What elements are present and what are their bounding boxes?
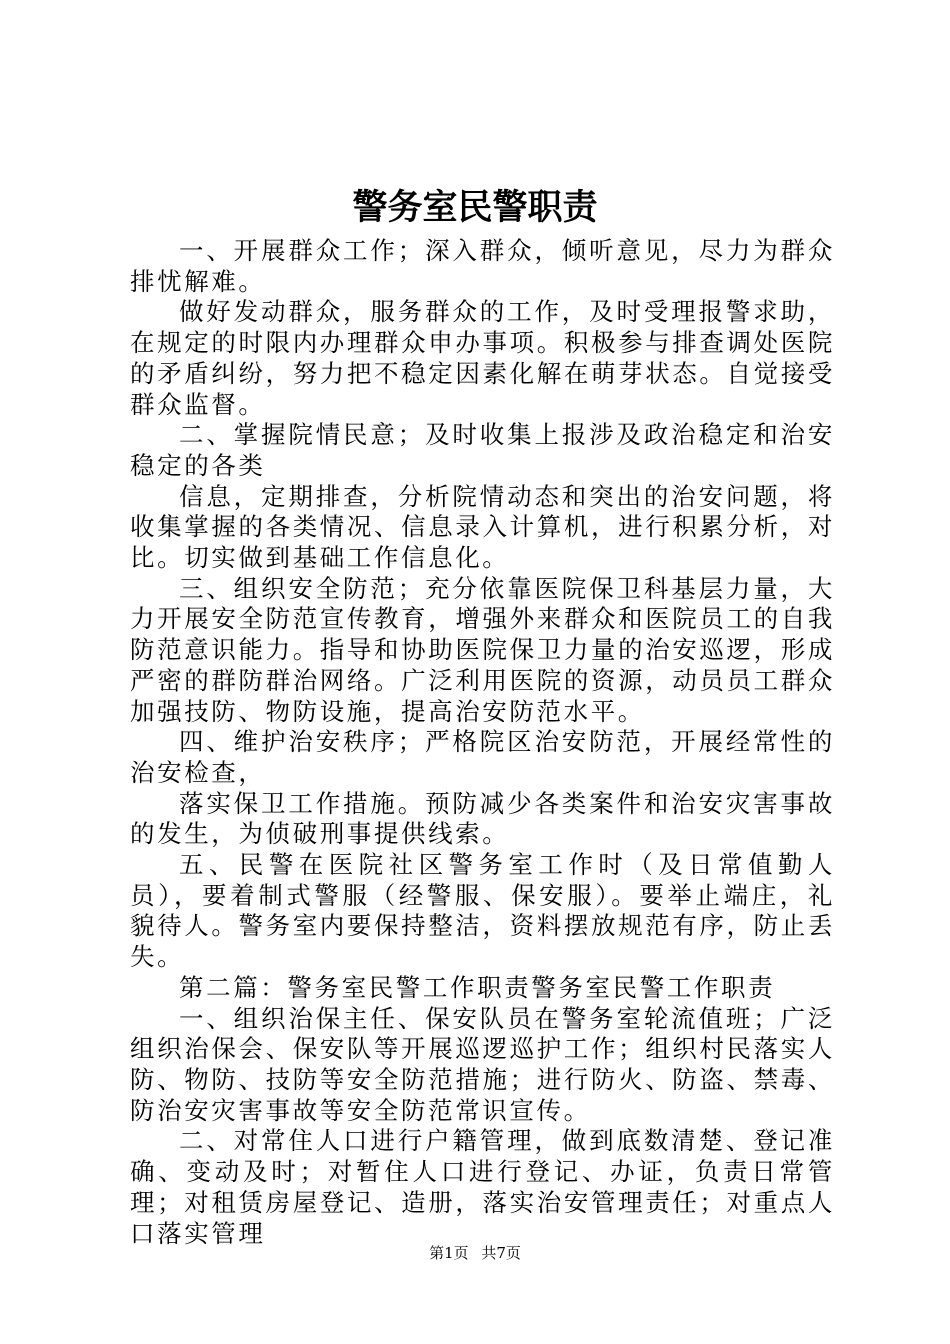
section-heading: 第二篇：警务室民警工作职责警务室民警工作职责 — [179, 972, 776, 1002]
paragraph: 一、组织治保主任、保安队员在警务室轮流值班；广泛组织治保会、保安队等开展巡逻巡护工作；组织村民落实人防、物防、技防等安全防范措施；进行防火、防盗、禁毒、防治安灾害事故等安全防范常识宣传。 — [130, 1003, 835, 1125]
paragraph: 一、开展群众工作；深入群众，倾听意见，尽力为群众排忧解难。 — [130, 236, 835, 296]
paragraph: 落实保卫工作措施。预防减少各类案件和治安灾害事故的发生，为侦破刑事提供线索。 — [130, 788, 835, 849]
document-body — [130, 236, 835, 1249]
paragraph: 做好发动群众，服务群众的工作，及时受理报警求助，在规定的时限内办理群众申办事项。积极参与排查调处医院的矛盾纠纷，努力把不稳定因素化解在萌芽状态。自觉接受群众监督。 — [130, 297, 835, 419]
paragraph: 五、民警在医院社区警务室工作时（及日常值勤人员），要着制式警服（经警服、保安服）。要举止端庄，礼貌待人。警务室内要保持整洁，资料摆放规范有序，防止丢失。 — [130, 850, 835, 972]
page-total: 共7页 — [481, 1244, 521, 1262]
paragraph: 三、组织安全防范；充分依靠医院保卫科基层力量，大力开展安全防范宣传教育，增强外来群众和医院员工的自我防范意识能力。指导和协助医院保卫力量的治安巡逻，形成严密的群防群治网络。广泛利用医院的资源，动员员工群众加强技防、物防设施，提高治安防范水平。 — [130, 573, 835, 726]
page-footer — [0, 1243, 950, 1263]
paragraph: 二、掌握院情民意；及时收集上报涉及政治稳定和治安稳定的各类 — [130, 420, 835, 480]
page-title: 警务室民警职责 — [352, 187, 598, 228]
paragraph: 信息，定期排查，分析院情动态和突出的治安问题，将收集掌握的各类情况、信息录入计算机，进行积累分析，对比。切实做到基础工作信息化。 — [130, 481, 835, 573]
paragraph: 二、对常住人口进行户籍管理，做到底数清楚、登记准确、变动及时；对暂住人口进行登记、办证，负责日常管理；对租赁房屋登记、造册，落实治安管理责任；对重点人口落实管理 — [130, 1126, 835, 1248]
paragraph: 四、维护治安秩序；严格院区治安防范，开展经常性的治安检查， — [130, 727, 835, 787]
page-number: 第1页 — [429, 1244, 469, 1262]
